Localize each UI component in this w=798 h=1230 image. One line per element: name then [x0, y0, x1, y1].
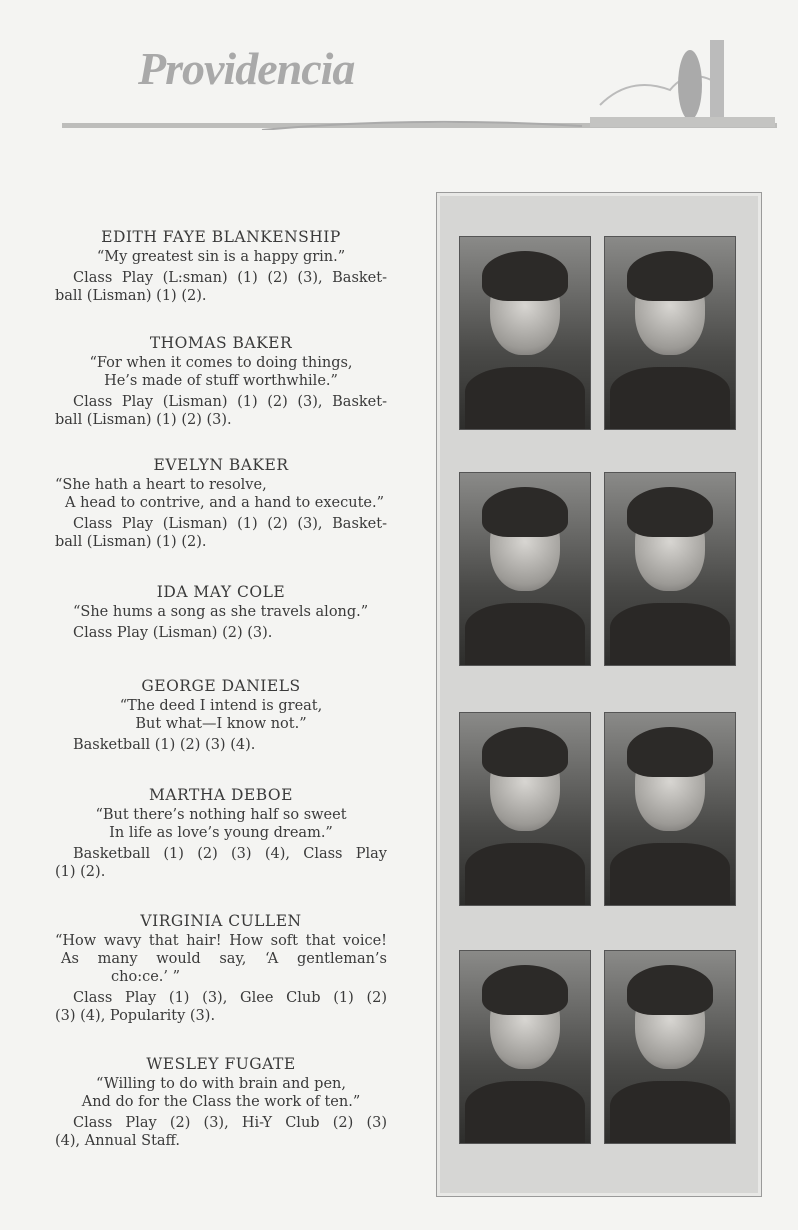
senior-activities-line: Class Play (Lisman) (2) (3). [73, 625, 273, 641]
senior-entry [55, 677, 387, 754]
senior-entry [55, 912, 387, 1025]
senior-entry [55, 786, 387, 881]
senior-quote-line: “How wavy that hair! How soft that voice! [55, 933, 387, 949]
senior-name: VIRGINIA CULLEN [140, 912, 302, 930]
decorative-statue-illustration [590, 35, 775, 130]
senior-quote-line: “She hath a heart to resolve, [55, 477, 267, 493]
senior-activities-line: Class Play (Lisman) (1) (2) (3), Basket- [73, 394, 387, 410]
senior-quote-line: A head to contrive, and a hand to execute.” [65, 495, 385, 511]
senior-name: MARTHA DEBOE [149, 786, 293, 804]
portrait-photo [459, 472, 591, 666]
portrait-photo [604, 236, 736, 430]
senior-activities-line: Class Play (Lisman) (1) (2) (3), Basket- [73, 516, 387, 532]
portrait-photo [604, 472, 736, 666]
senior-quote-line: “My greatest sin is a happy grin.” [96, 249, 346, 265]
senior-name: IDA MAY COLE [156, 583, 286, 601]
senior-activities-line: ball (Lisman) (1) (2). [55, 534, 207, 550]
senior-name: EVELYN BAKER [153, 456, 289, 474]
senior-activities-line: (4), Annual Staff. [55, 1133, 180, 1149]
senior-name: THOMAS BAKER [149, 334, 293, 352]
senior-activities-line: Basketball (1) (2) (3) (4), Class Play [73, 846, 387, 862]
senior-entry [55, 228, 387, 305]
senior-name: GEORGE DANIELS [141, 677, 301, 695]
portrait-photo [459, 950, 591, 1144]
senior-activities-line: Class Play (L:sman) (1) (2) (3), Basket- [73, 270, 387, 286]
senior-activities-line: (3) (4), Popularity (3). [55, 1008, 216, 1024]
senior-quote-line: “Willing to do with brain and pen, [96, 1076, 346, 1092]
senior-activities-line: (1) (2). [55, 864, 106, 880]
portrait-photo [604, 950, 736, 1144]
senior-activities-line: ball (Lisman) (1) (2). [55, 288, 207, 304]
senior-activities-line: Class Play (2) (3), Hi-Y Club (2) (3) [73, 1115, 387, 1131]
senior-quote-line: “The deed I intend is great, [119, 698, 323, 714]
senior-quote-line: “She hums a song as she travels along.” [73, 604, 369, 620]
senior-name: EDITH FAYE BLANKENSHIP [101, 228, 341, 246]
senior-entry [55, 583, 387, 642]
senior-entry [55, 1055, 387, 1150]
portrait-photo [459, 236, 591, 430]
senior-quote-line: But what—I know not.” [135, 716, 307, 732]
senior-activities-line: Class Play (1) (3), Glee Club (1) (2) [73, 990, 387, 1006]
senior-name: WESLEY FUGATE [146, 1055, 296, 1073]
senior-quote-line: “But there’s nothing half so sweet [95, 807, 347, 823]
senior-quote-line: And do for the Class the work of ten.” [81, 1094, 361, 1110]
page-title: Providencia [138, 43, 355, 94]
senior-quote-line: “For when it comes to doing things, [89, 355, 353, 371]
portrait-photo [604, 712, 736, 906]
senior-entry [55, 334, 387, 429]
senior-quote-line: As many would say, ‘A gentleman’s [61, 951, 387, 967]
senior-activities-line: Basketball (1) (2) (3) (4). [73, 737, 256, 753]
senior-quote-line: cho:ce.’ ” [111, 969, 181, 985]
senior-activities-line: ball (Lisman) (1) (2) (3). [55, 412, 232, 428]
senior-entry [55, 456, 387, 551]
senior-quote-line: He’s made of stuff worthwhile.” [104, 373, 338, 389]
senior-quote-line: In life as love’s young dream.” [109, 825, 333, 841]
portrait-photo [459, 712, 591, 906]
